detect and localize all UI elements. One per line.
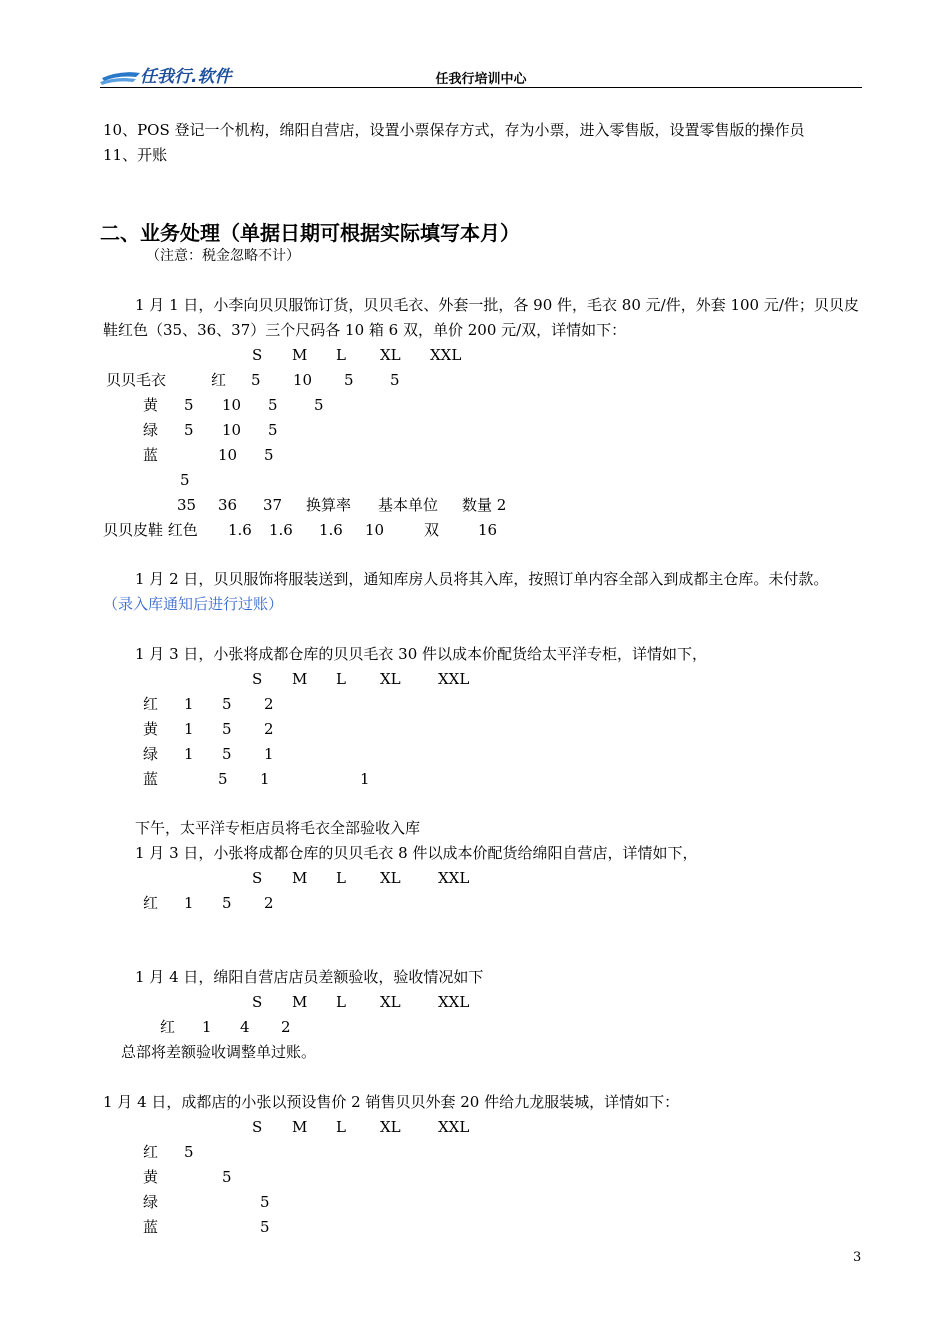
qty-cell: 1 [184,720,194,738]
color-label: 黄 [143,396,159,414]
color-label: 绿 [143,745,159,763]
qty-cell: 5 [390,371,400,389]
color-label: 红 [211,371,227,389]
size-label: XL [380,670,401,688]
color-label: 红 [143,894,159,912]
size-label: M [292,670,308,688]
qty-cell: 5 [268,396,278,414]
size-label: L [336,1118,346,1136]
color-label: 蓝 [143,770,159,788]
size-label: L [336,670,346,688]
qty-cell: 10 [218,446,238,464]
size-label: L [336,993,346,1011]
size-label: S [252,869,263,887]
shoe-header-cell: 换算率 [306,496,352,514]
qty-cell: 10 [293,371,313,389]
color-label: 黄 [143,1168,159,1186]
qty-cell: 1 [184,695,194,713]
qty-cell: 5 [251,371,261,389]
size-label: M [292,346,308,364]
qty-cell: 2 [264,720,274,738]
p4-text-line2: 1 月 3 日，小张将成都仓库的贝贝毛衣 8 件以成本价配货给绵阳自营店，详情如下， [135,844,698,862]
p1-text-line1: 1 月 1 日，小李向贝贝服饰订货，贝贝毛衣、外套一批，各 90 件，毛衣 80 元/件，外套 100 元/件；贝贝皮 [135,296,859,314]
qty-cell: 5 [184,1143,194,1161]
shoe-cell: 1.6 [228,521,252,539]
size-label: M [292,993,308,1011]
qty-cell: 5 [260,1218,270,1236]
p2-blue-note: （录入库通知后进行过账） [103,595,284,613]
shoe-cell: 1.6 [269,521,293,539]
shoe-product: 贝贝皮鞋 红色 [103,521,198,539]
qty-cell: 10 [222,421,242,439]
color-label: 黄 [143,720,159,738]
shoe-cell: 16 [478,521,498,539]
qty-cell: 1 [260,770,270,788]
size-label: XL [380,869,401,887]
section-note: （注意：税金忽略不计） [146,248,300,264]
size-label: L [336,346,346,364]
qty-cell: 1 [184,745,194,763]
shoe-header-cell: 基本单位 [378,496,439,514]
shoe-header-cell: 35 [177,496,197,514]
qty-cell: 5 [184,421,194,439]
page-number: 3 [853,1250,862,1265]
p1-stray-value: 5 [180,471,190,489]
shoe-cell: 双 [424,521,440,539]
shoe-header-cell: 37 [263,496,283,514]
qty-cell: 1 [360,770,370,788]
qty-cell: 2 [264,894,274,912]
qty-cell: 5 [222,1168,232,1186]
qty-cell: 5 [184,396,194,414]
qty-cell: 5 [222,720,232,738]
qty-cell: 5 [260,1193,270,1211]
size-label: XL [380,993,401,1011]
size-label: M [292,869,308,887]
size-label: XL [380,346,401,364]
size-label: XXL [438,993,470,1011]
color-label: 红 [143,695,159,713]
shoe-cell: 10 [365,521,385,539]
qty-cell: 4 [240,1018,250,1036]
qty-cell: 10 [222,396,242,414]
size-label: XXL [430,346,462,364]
shoe-cell: 1.6 [319,521,343,539]
section-title: 二、业务处理（单据日期可根据实际填写本月） [100,221,520,245]
qty-cell: 1 [184,894,194,912]
size-label: S [252,1118,263,1136]
qty-cell: 5 [218,770,228,788]
p1-text-line2: 鞋红色（35、36、37）三个尺码各 10 箱 6 双，单价 200 元/双，详情如下： [103,321,627,339]
p5-text: 1 月 4 日，绵阳自营店店员差额验收，验收情况如下 [135,968,484,986]
qty-cell: 5 [314,396,324,414]
qty-cell: 2 [281,1018,291,1036]
size-label: XL [380,1118,401,1136]
size-label: L [336,869,346,887]
size-label: S [252,993,263,1011]
shoe-header-cell: 数量 2 [462,496,507,514]
qty-cell: 5 [268,421,278,439]
qty-cell: 5 [264,446,274,464]
header-divider [100,87,862,88]
color-label: 绿 [143,1193,159,1211]
p2-text: 1 月 2 日，贝贝服饰将服装送到，通知库房人员将其入库，按照订单内容全部入到成都主仓库。未付款。 [135,570,829,588]
p3-text: 1 月 3 日，小张将成都仓库的贝贝毛衣 30 件以成本价配货给太平洋专柜，详情如下， [135,645,708,663]
header-title: 任我行培训中心 [435,72,527,87]
intro-line-10: 10、POS 登记一个机构，绵阳自营店，设置小票保存方式，存为小票，进入零售版，设置零售版的操作员 [103,121,805,139]
color-label: 蓝 [143,1218,159,1236]
size-label: XXL [438,869,470,887]
size-label: XXL [438,1118,470,1136]
shoe-header-cell: 36 [218,496,238,514]
color-label: 绿 [143,421,159,439]
logo-text: 任我行.软件 [140,67,232,87]
qty-cell: 5 [222,894,232,912]
size-label: M [292,1118,308,1136]
size-label: XXL [438,670,470,688]
qty-cell: 5 [344,371,354,389]
qty-cell: 5 [222,745,232,763]
color-label: 红 [160,1018,176,1036]
p6-text: 1 月 4 日，成都店的小张以预设售价 2 销售贝贝外套 20 件给九龙服装城，详情如下： [103,1093,680,1111]
qty-cell: 5 [222,695,232,713]
p1-product-name: 贝贝毛衣 [106,371,167,389]
size-label: S [252,670,263,688]
qty-cell: 1 [264,745,274,763]
qty-cell: 1 [202,1018,212,1036]
size-label: S [252,346,263,364]
p4-text-line1: 下午，太平洋专柜店员将毛衣全部验收入库 [135,819,421,837]
intro-line-11: 11、开账 [103,146,168,164]
color-label: 蓝 [143,446,159,464]
p5-after-text: 总部将差额验收调整单过账。 [121,1043,317,1061]
color-label: 红 [143,1143,159,1161]
qty-cell: 2 [264,695,274,713]
